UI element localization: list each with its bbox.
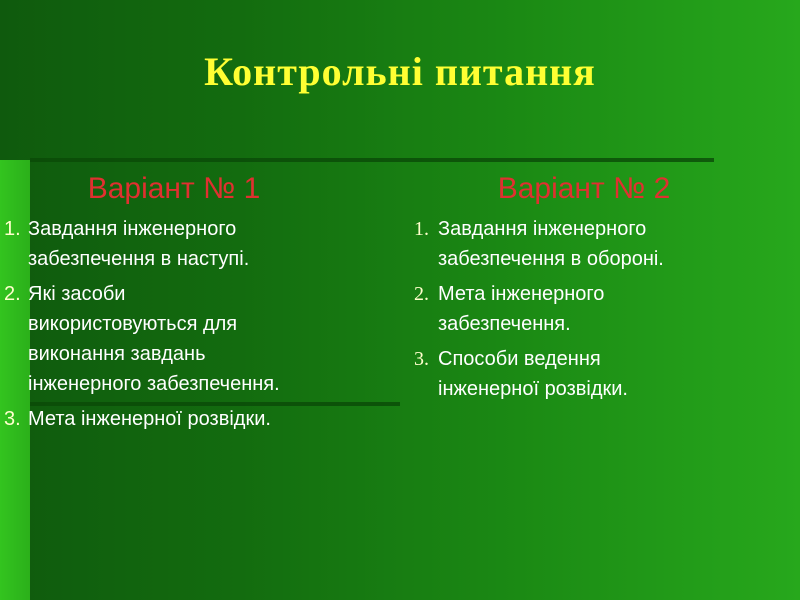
list-item xyxy=(4,404,384,434)
list-item-text: Завдання інженерного забезпечення в наступі. xyxy=(28,218,250,270)
list-item-text: Мета інженерного забезпечення. xyxy=(438,283,605,335)
list-item-number: 3. xyxy=(414,348,429,370)
list-item-text: Завдання інженерного забезпечення в обороні. xyxy=(438,218,664,270)
list-item-number: 2. xyxy=(414,283,429,305)
list-item-text: Способи ведення інженерної розвідки. xyxy=(438,348,628,400)
list-item xyxy=(4,279,384,399)
slide-title: Контрольні питання xyxy=(204,49,596,94)
variant-2-list xyxy=(414,214,794,404)
list-item xyxy=(414,344,794,404)
variant-1-column xyxy=(4,172,384,439)
variant-2-column xyxy=(414,172,794,409)
list-item-number: 2. xyxy=(4,283,21,305)
list-item-number: 3. xyxy=(4,408,21,430)
variant-2-heading: Варіант № 2 xyxy=(497,172,671,205)
list-item-text: Мета інженерної розвідки. xyxy=(28,408,271,430)
variant-1-list xyxy=(4,214,384,434)
list-item-number: 1. xyxy=(414,218,429,240)
list-item xyxy=(414,279,794,339)
list-item xyxy=(414,214,794,274)
variant-1-heading: Варіант № 1 xyxy=(87,172,261,205)
list-item-number: 1. xyxy=(4,218,21,240)
divider-top xyxy=(30,158,714,162)
list-item-text: Які засоби використовуються для виконання завдань інженерного забезпечення. xyxy=(28,283,280,395)
list-item xyxy=(4,214,384,274)
